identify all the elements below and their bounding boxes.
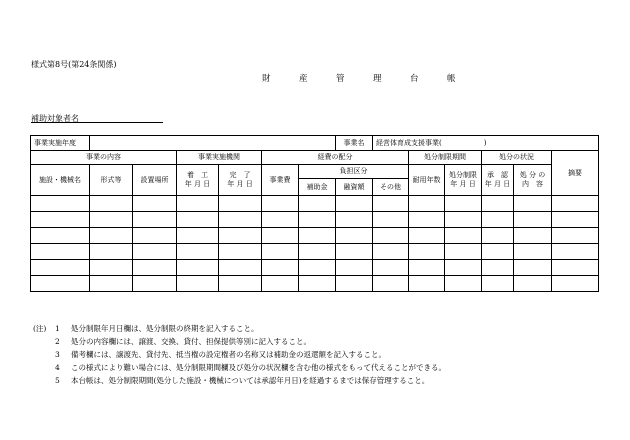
table-cell[interactable] (552, 212, 599, 228)
table-cell[interactable] (445, 276, 482, 292)
ledger-table (30, 135, 599, 292)
table-cell[interactable] (219, 244, 262, 260)
table-row (31, 196, 599, 212)
table-cell[interactable] (299, 228, 336, 244)
project-year-field[interactable] (90, 136, 336, 151)
table-cell[interactable] (177, 196, 219, 212)
table-cell[interactable] (552, 260, 599, 276)
table-cell[interactable] (90, 212, 133, 228)
table-cell[interactable] (262, 212, 299, 228)
note-item (33, 322, 446, 335)
table-cell[interactable] (299, 276, 336, 292)
table-cell[interactable] (445, 228, 482, 244)
col-limit-line1: 処分制限 (449, 171, 477, 179)
table-cell[interactable] (31, 228, 90, 244)
note-text: この様式により難い場合には、処分制限期間欄及び処分の状況欄を含む他の様式をもって代えることができる。 (71, 363, 446, 372)
table-cell[interactable] (336, 260, 373, 276)
table-cell[interactable] (177, 260, 219, 276)
table-cell[interactable] (133, 196, 177, 212)
col-start-line2: 年 月 日 (184, 180, 211, 188)
col-end-line2: 年 月 日 (227, 180, 253, 188)
table-cell[interactable] (482, 260, 514, 276)
table-cell[interactable] (219, 260, 262, 276)
table-cell[interactable] (90, 196, 133, 212)
note-number: 5 (55, 376, 60, 385)
table-cell[interactable] (336, 212, 373, 228)
table-cell[interactable] (31, 196, 90, 212)
col-subsidy: 補助金 (299, 179, 336, 196)
col-approval-line1: 承 認 (487, 171, 508, 179)
table-cell[interactable] (177, 228, 219, 244)
col-end (219, 165, 262, 196)
col-disposal-line2: 内 容 (522, 180, 543, 188)
col-limit (445, 165, 482, 196)
table-cell[interactable] (133, 244, 177, 260)
note-item (33, 374, 446, 387)
notes-label: (注) (33, 324, 47, 333)
col-start-line1: 着 工 (187, 171, 208, 179)
col-disposal (514, 165, 552, 196)
table-cell[interactable] (262, 196, 299, 212)
project-name-value[interactable]: 経営体育成支援事業( ) (373, 136, 599, 151)
col-start (177, 165, 219, 196)
note-item (33, 361, 446, 374)
table-cell[interactable] (262, 276, 299, 292)
table-cell[interactable] (552, 276, 599, 292)
table-cell[interactable] (445, 244, 482, 260)
table-cell[interactable] (336, 244, 373, 260)
project-year-label: 事業実施年度 (31, 136, 90, 151)
col-model: 形式等 (90, 165, 133, 196)
note-item (33, 335, 446, 348)
note-number: 1 (55, 324, 60, 333)
table-cell[interactable] (482, 228, 514, 244)
table-cell[interactable] (90, 276, 133, 292)
table-cell[interactable] (514, 212, 552, 228)
table-cell[interactable] (445, 212, 482, 228)
subject-name-line[interactable] (31, 122, 163, 123)
table-cell[interactable] (299, 260, 336, 276)
table-cell[interactable] (482, 212, 514, 228)
col-end-line1: 完 了 (229, 171, 251, 179)
group-period-header: 処分制限期間 (409, 151, 482, 165)
table-cell[interactable] (482, 244, 514, 260)
table-cell[interactable] (262, 244, 299, 260)
table-cell[interactable] (133, 228, 177, 244)
col-approval-line2: 年 月 日 (484, 180, 511, 188)
table-cell[interactable] (90, 228, 133, 244)
note-number: 4 (55, 363, 60, 372)
notes-section (33, 322, 446, 387)
table-cell[interactable] (552, 228, 599, 244)
subheader-row-1 (31, 165, 599, 179)
table-cell[interactable] (409, 276, 445, 292)
table-cell[interactable] (552, 244, 599, 260)
col-facility: 施設・機械名 (31, 165, 90, 196)
table-cell[interactable] (409, 212, 445, 228)
col-useful-life: 耐用年数 (409, 165, 445, 196)
note-number: 3 (55, 350, 60, 359)
table-cell[interactable] (514, 276, 552, 292)
table-cell[interactable] (409, 260, 445, 276)
table-row (31, 244, 599, 260)
table-cell[interactable] (31, 260, 90, 276)
col-project-cost: 事業費 (262, 165, 299, 196)
table-cell[interactable] (336, 196, 373, 212)
table-cell[interactable] (133, 260, 177, 276)
table-cell[interactable] (514, 244, 552, 260)
col-other: その他 (373, 179, 409, 196)
col-approval (482, 165, 514, 196)
note-number: 2 (55, 337, 60, 346)
col-financing: 融資額 (336, 179, 373, 196)
table-cell[interactable] (445, 260, 482, 276)
group-content-header: 事業の内容 (31, 151, 177, 165)
table-cell[interactable] (373, 244, 409, 260)
table-cell[interactable] (482, 276, 514, 292)
table-row (31, 260, 599, 276)
group-header-row (31, 151, 599, 165)
table-row (31, 276, 599, 292)
col-burden: 負担区分 (299, 165, 409, 179)
table-cell[interactable] (373, 196, 409, 212)
table-cell[interactable] (552, 196, 599, 212)
table-cell[interactable] (373, 276, 409, 292)
table-cell[interactable] (409, 244, 445, 260)
page-title: 財 産 管 理 台 帳 (262, 74, 466, 84)
group-org-header: 事業実施機関 (177, 151, 262, 165)
table-cell[interactable] (133, 276, 177, 292)
table-cell[interactable] (514, 260, 552, 276)
table-cell[interactable] (514, 196, 552, 212)
table-cell[interactable] (299, 212, 336, 228)
note-text: 処分の内容欄には、譲渡、交換、貸付、担保提供等別に記入すること。 (71, 337, 311, 346)
subject-name-label: 補助対象者名 (31, 114, 79, 123)
form-number: 様式第8号(第24条関係) (31, 60, 117, 69)
note-item (33, 348, 446, 361)
table-cell[interactable] (31, 276, 90, 292)
table-cell[interactable] (177, 244, 219, 260)
table-cell[interactable] (514, 228, 552, 244)
note-text: 処分制限年月日欄は、処分制限の終期を記入すること。 (71, 324, 259, 333)
table-cell[interactable] (177, 212, 219, 228)
group-cost-header: 経費の配分 (262, 151, 409, 165)
table-cell[interactable] (219, 196, 262, 212)
note-text: 本台帳は、処分制限期間(処分した施設・機械については承認年月日)を経過するまでは保存管理すること。 (71, 376, 430, 385)
project-name-label: 事業名 (336, 136, 373, 151)
table-cell[interactable] (133, 212, 177, 228)
col-location: 設置場所 (133, 165, 177, 196)
table-cell[interactable] (409, 196, 445, 212)
table-cell[interactable] (219, 276, 262, 292)
table-row (31, 228, 599, 244)
table-cell[interactable] (31, 244, 90, 260)
col-disposal-line1: 処 分 の (519, 171, 546, 179)
remarks-header: 摘要 (552, 151, 599, 196)
note-text: 備考欄には、譲渡先、貸付先、抵当権の設定権者の名称又は補助金の返還額を記入すること。 (71, 350, 386, 359)
table-cell[interactable] (177, 276, 219, 292)
table-cell[interactable] (409, 228, 445, 244)
table-cell[interactable] (373, 228, 409, 244)
table-cell[interactable] (31, 212, 90, 228)
table-cell[interactable] (336, 276, 373, 292)
table-cell[interactable] (219, 212, 262, 228)
table-cell[interactable] (262, 228, 299, 244)
table-row (31, 212, 599, 228)
table-cell[interactable] (336, 228, 373, 244)
table-cell[interactable] (90, 260, 133, 276)
col-limit-line2: 年 月 日 (450, 180, 476, 188)
table-cell[interactable] (299, 196, 336, 212)
project-row (31, 136, 599, 151)
table-cell[interactable] (482, 196, 514, 212)
table-cell[interactable] (445, 196, 482, 212)
group-status-header: 処分の状況 (482, 151, 552, 165)
table-cell[interactable] (373, 212, 409, 228)
table-cell[interactable] (373, 260, 409, 276)
table-cell[interactable] (90, 244, 133, 260)
table-cell[interactable] (299, 244, 336, 260)
table-cell[interactable] (262, 260, 299, 276)
table-cell[interactable] (219, 228, 262, 244)
